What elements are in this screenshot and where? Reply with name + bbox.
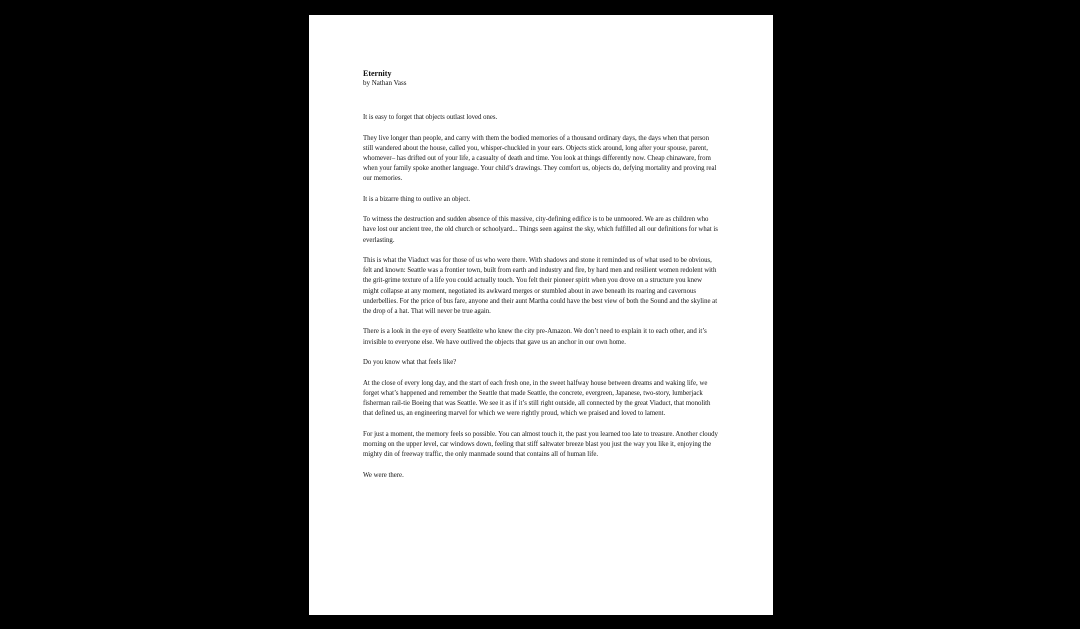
paragraph-7: Do you know what that feels like? xyxy=(363,359,457,367)
paragraph-4: To witness the destruction and sudden absence of this massive, city-defining edifice is to be unmoored. We are as children who have lost our ancient tree, the old church or schoolyard... Things seen against the sky, which fulfilled all our definitions for what is everlasting. xyxy=(363,216,718,244)
paragraph-9: For just a moment, the memory feels so possible. You can almost touch it, the past you learned too late to treasure. Another cloudy morning on the upper level, car windows down, feeling that stiff saltwater breeze blast you just the way you like it, enjoying the mighty din of freeway traffic, the only manmade sound that contains all of human life. xyxy=(363,430,718,459)
paragraph-5: This is what the Viaduct was for those of us who were there. With shadows and stone it reminded us of what used to be obvious, felt and known: Seattle was a frontier town, built from earth and industry and fire, by hard men and resilient women redolent with the grit-grime texture of a life you could actually touch. You felt their pioneer spirit when you drove on a structure you knew might collapse at any moment, negotiated its awkward merges or stumbled about in awe beneath its roaring and cavernous underbellies. For the price of bus fare, anyone and their aunt Martha could have the best view of both the Sound and the skyline at the drop of a hat. That will never be true again. xyxy=(363,257,718,315)
paragraph-3: It is a bizarre thing to outlive an object. xyxy=(363,195,471,203)
paragraph-6: There is a look in the eye of every Seattleite who knew the city pre-Amazon. We don’t need to explain it to each other, and it’s invisible to everyone else. We have outlived the objects that gave us an anchor in our own home. xyxy=(363,328,707,346)
document-page xyxy=(309,15,773,615)
paragraph-8: At the close of every long day, and the start of each fresh one, in the sweet halfway house between dreams and waking life, we forget what’s happened and remember the Seattle that made Seattle, the concrete, evergreen, Japanese, two-story, lumberjack fisherman rail-tie Boeing that was Seattle. We see it as if it’s still right outside, all connected by the great Viaduct, that monolith that defined us, an engineering marvel for which we were rightly proud, which we praised and loved to lament. xyxy=(363,379,711,418)
document-title: Eternity xyxy=(363,69,392,78)
paragraph-10: We were there. xyxy=(363,471,404,479)
paragraph-2: They live longer than people, and carry with them the bodied memories of a thousand ordinary days, the days when that person still wandered about the house, called you, whisper-chuckled in your ears. Objects stick around, long after your spouse, parent, whomever– has drifted out of your life, a casualty of death and time. You look at things differently now. Cheap chinaware, from when your family spoke another language. Your child’s drawings. They comfort us, objects do, defying mortality and proving real our memories. xyxy=(363,134,717,183)
paragraph-1: It is easy to forget that objects outlast loved ones. xyxy=(363,114,498,121)
document-byline: by Nathan Vass xyxy=(363,79,407,87)
document-body xyxy=(363,69,719,491)
